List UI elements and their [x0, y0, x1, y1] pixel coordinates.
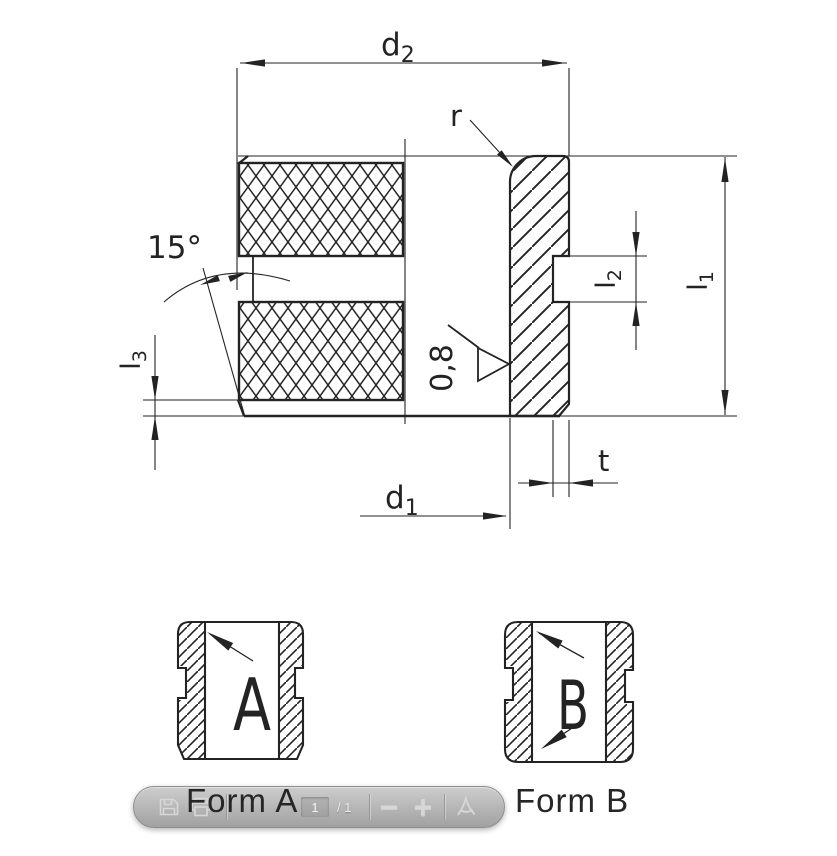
dim-label-r: r — [450, 99, 462, 133]
page-number-input[interactable] — [301, 797, 329, 817]
dim-label-angle: 15° — [147, 230, 202, 266]
toolbar-separator — [369, 794, 370, 820]
dim-label-l3: $l_3$ — [116, 350, 151, 370]
form-a-caption: Form A — [186, 782, 299, 819]
dim-label-l1: $l_1$ — [683, 271, 718, 291]
save-button[interactable] — [158, 797, 180, 817]
dim-label-d1: $d_1$ — [385, 480, 419, 521]
page-number-value: 1 — [311, 799, 319, 815]
adobe-acrobat-icon — [455, 796, 477, 818]
roughness-symbol — [478, 348, 509, 381]
save-icon — [159, 798, 179, 816]
adobe-acrobat-button[interactable] — [453, 795, 479, 819]
zoom-out-icon: − — [379, 789, 399, 825]
zoom-in-button[interactable] — [410, 789, 436, 825]
knurl-band-lower — [239, 302, 403, 400]
form-b-figure — [503, 622, 635, 762]
zoom-out-button[interactable] — [376, 789, 402, 825]
form-b-arrow-top-icon — [534, 627, 563, 648]
dim-label-t: t — [598, 444, 610, 478]
knurl-band-upper — [239, 163, 403, 256]
form-b-caption: Form B — [515, 782, 630, 819]
toolbar-separator — [444, 794, 445, 820]
section-wall — [510, 156, 569, 416]
dim-label-roughness: 0,8 — [425, 344, 460, 392]
zoom-in-icon: + — [413, 789, 433, 825]
form-b-marker: B — [557, 667, 589, 746]
main-view-section — [448, 156, 569, 416]
form-a-marker: A — [233, 663, 271, 747]
dim-label-d2: $d_2$ — [381, 27, 415, 68]
page-total-label: / 1 — [337, 799, 352, 815]
dim-label-l2: $l_2$ — [591, 269, 626, 289]
dimension-lines — [143, 63, 737, 529]
form-a-arrow-icon — [205, 628, 234, 650]
form-a-figure — [176, 622, 305, 759]
dimension-arrowheads — [151, 59, 728, 519]
